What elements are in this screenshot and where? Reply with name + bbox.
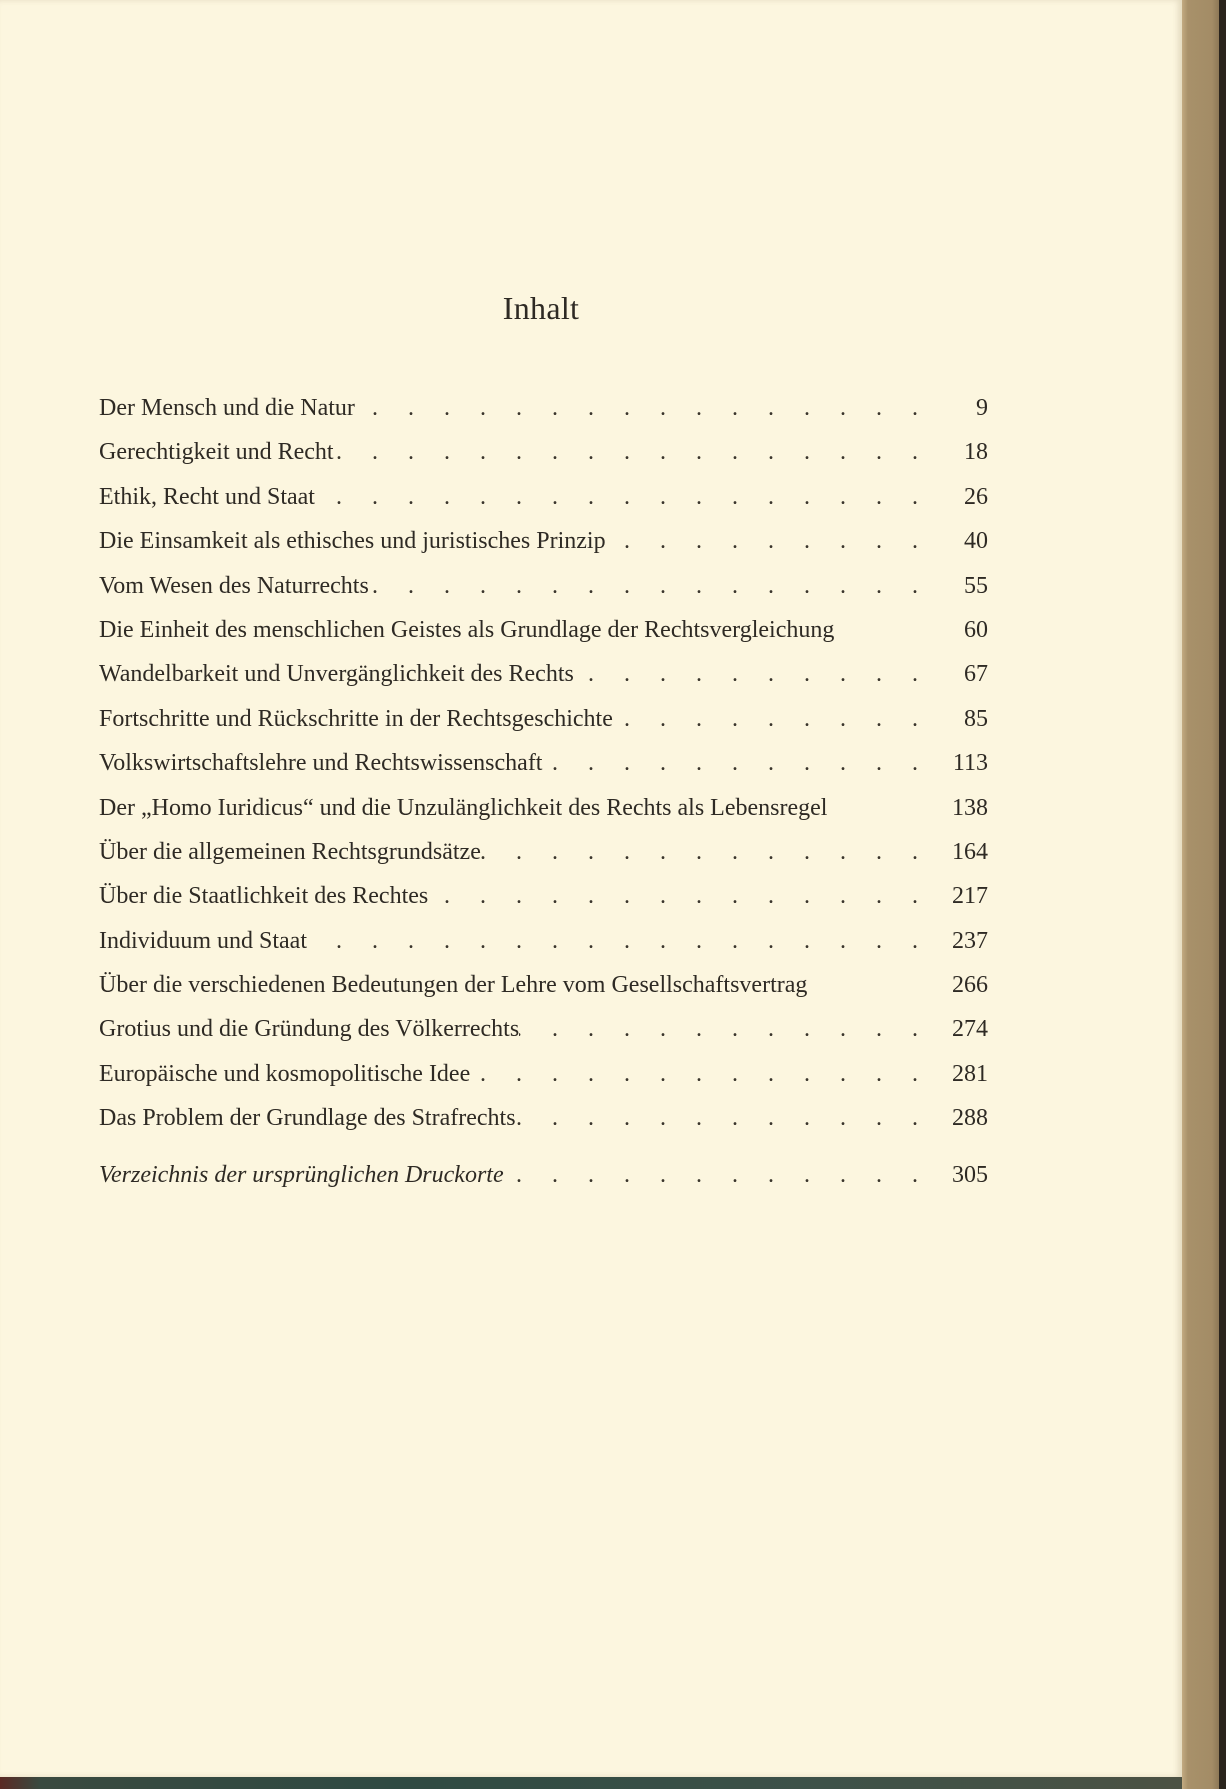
toc-entry	[99, 786, 988, 830]
toc-entry-title: Über die verschiedenen Bedeutungen der Lehre vom Gesellschaftsvertrag	[99, 972, 808, 999]
toc-entry	[99, 919, 988, 963]
toc-entry	[99, 697, 988, 741]
toc-entry-title: Verzeichnis der ursprünglichen Druckorte	[99, 1161, 504, 1188]
dot-leader	[504, 1153, 918, 1197]
toc-entry-page-number: 305	[952, 1161, 988, 1188]
toc-entry	[99, 1007, 988, 1051]
toc-entry-page-number: 217	[952, 883, 988, 910]
toc-entry	[99, 741, 988, 785]
toc-entry-title: Ethik, Recht und Staat	[99, 483, 315, 510]
book-spine-edge	[1182, 0, 1219, 1789]
toc-entry-title: Europäische und kosmopolitische Idee	[99, 1060, 471, 1087]
dot-leader	[334, 430, 918, 474]
toc-entry-page-number: 9	[976, 395, 988, 421]
toc-entry	[99, 564, 988, 608]
dot-leader	[369, 564, 918, 608]
dot-leader	[519, 1007, 918, 1051]
toc-entry	[99, 652, 988, 696]
toc-entry-page-number: 55	[964, 572, 988, 599]
toc-entry-title: Grotius und die Gründung des Völkerrechts	[99, 1016, 520, 1043]
toc-entry-title: Die Einsamkeit als ethisches und juristisches Prinzip	[99, 528, 606, 555]
toc-entry	[99, 475, 988, 519]
toc-entry	[99, 430, 988, 474]
toc-entry-page-number: 138	[952, 794, 988, 821]
toc-entry-page-number: 60	[964, 616, 988, 643]
toc-entry-page-number: 85	[964, 705, 988, 732]
toc-entry-title: Wandelbarkeit und Unvergänglichkeit des Rechts	[99, 661, 574, 688]
toc-entry-title: Individuum und Staat	[99, 927, 307, 954]
toc-entry-title: Über die allgemeinen Rechtsgrundsätze	[99, 838, 481, 865]
toc-entry-page-number: 237	[952, 927, 988, 954]
dot-leader	[355, 386, 918, 430]
dot-leader	[315, 475, 918, 519]
toc-entry-page-number: 274	[952, 1016, 988, 1043]
toc-entry-page-number: 288	[952, 1105, 988, 1132]
toc-entry	[99, 963, 988, 1007]
page-title: Inhalt	[502, 290, 580, 326]
dot-leader	[470, 1052, 918, 1096]
toc-entry-page-number: 113	[952, 750, 988, 777]
dot-leader	[542, 741, 918, 785]
toc-entry-page-number: 266	[952, 972, 988, 999]
toc-entry	[99, 1096, 988, 1140]
toc-entry-page-number: 67	[964, 661, 988, 688]
toc-entry	[99, 386, 988, 430]
toc-entry	[99, 1052, 988, 1096]
dot-leader	[307, 919, 918, 963]
dot-leader	[574, 652, 918, 696]
toc-entry-title: Vom Wesen des Naturrechts	[99, 572, 369, 599]
toc-entry-page-number: 26	[964, 483, 988, 510]
background-surface	[0, 1777, 1182, 1789]
toc-entry-page-number: 164	[952, 838, 988, 865]
toc-entry-title: Der „Homo Iuridicus“ und die Unzulänglichkeit des Rechts als Lebensregel	[99, 794, 828, 821]
toc-entry-appendix	[99, 1153, 988, 1197]
dot-leader	[481, 830, 918, 874]
toc-entry	[99, 830, 988, 874]
toc-entry-title: Das Problem der Grundlage des Strafrechts	[99, 1105, 516, 1132]
toc-entry-page-number: 281	[952, 1060, 988, 1087]
toc-entry-title: Über die Staatlichkeit des Rechtes	[99, 883, 429, 910]
toc-entry-title: Die Einheit des menschlichen Geistes als Grundlage der Rechtsvergleichung	[99, 616, 835, 643]
toc-entry-page-number: 18	[964, 439, 988, 466]
toc-entry-title: Der Mensch und die Natur	[99, 395, 355, 421]
toc-entry-title: Gerechtigkeit und Recht	[99, 439, 334, 466]
dot-leader	[613, 697, 918, 741]
toc-entry-title: Volkswirtschaftslehre und Rechtswissenschaft	[99, 750, 543, 777]
table-of-contents	[99, 386, 988, 1197]
toc-entry	[99, 519, 988, 563]
dot-leader	[428, 874, 918, 918]
toc-entry-page-number: 40	[964, 528, 988, 555]
dot-leader	[516, 1096, 918, 1140]
toc-entry	[99, 608, 988, 652]
toc-entry-title: Fortschritte und Rückschritte in der Rechtsgeschichte	[99, 705, 613, 732]
book-cover-edge	[1219, 0, 1226, 1789]
toc-entry	[99, 874, 988, 918]
dot-leader	[606, 519, 918, 563]
